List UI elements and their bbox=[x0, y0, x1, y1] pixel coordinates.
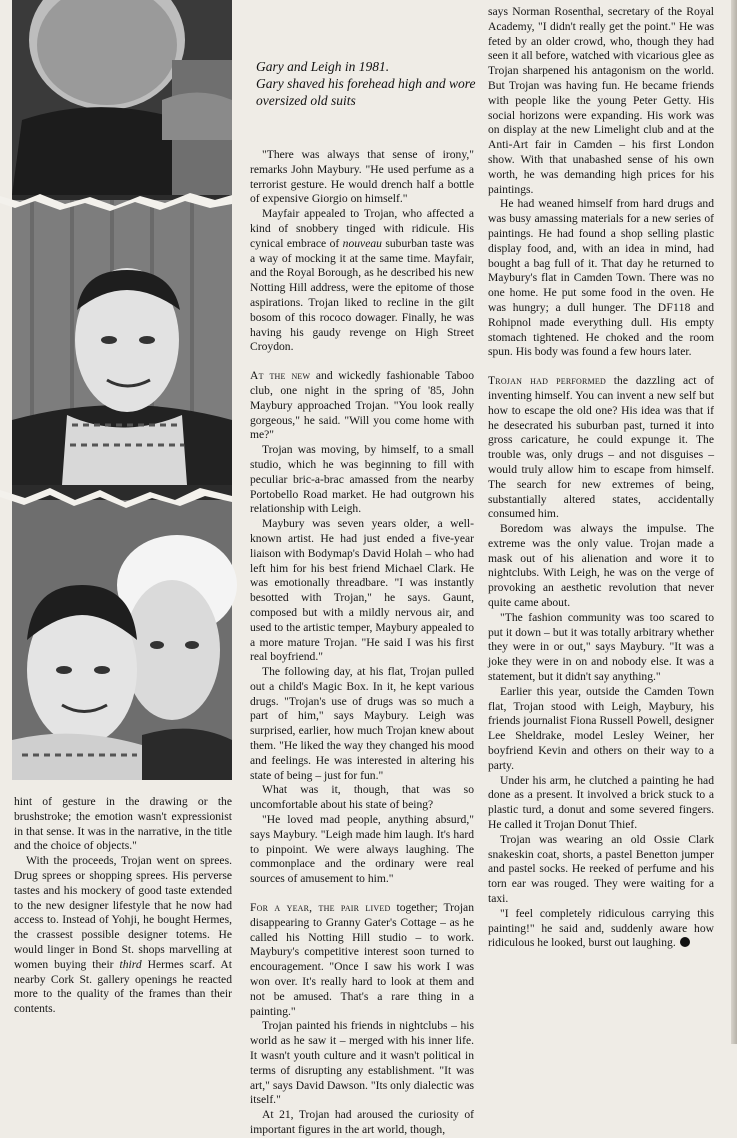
paragraph-text: Hermes scarf. At nearby Cork St. gallery openings he reacted more to the quality of the frames than their contents. bbox=[14, 957, 232, 1016]
paragraph-text: "I feel completely ridiculous carrying this painting!" he said and, suddenly aware how ridiculous he looked, burst out laughing. bbox=[488, 906, 714, 950]
photo-caption bbox=[256, 58, 506, 109]
paragraph: Trojan was wearing an old Ossie Clark snakeskin coat, shorts, a pastel Benetton jumper and pastel socks. He reeked of perfume and his torn ear was rouged. They were waiting for a taxi. bbox=[488, 832, 714, 906]
caption-line-2: Gary shaved his forehead high and wore bbox=[256, 76, 476, 91]
paragraph: At 21, Trojan had aroused the curiosity of important figures in the art world, though, bbox=[250, 1108, 474, 1136]
paragraph: "The fashion community was too scared to put it down – but it was totally arbitrary whether they were in or out," says Maybury. "It was a joke they were in on and nobody else. It was a statement, but it didn't say anything." bbox=[488, 610, 714, 684]
section-paragraph bbox=[488, 374, 714, 522]
paragraph-text: and wickedly fashionable Taboo club, one night in the spring of '85, John Maybury approached Trojan. "You look really gorgeous," he said. "Will you come home with me?" bbox=[250, 369, 474, 442]
photo-frame-3 bbox=[12, 500, 232, 780]
paragraph: What was it, though, that was so uncomfortable about his state of being? bbox=[250, 783, 474, 812]
section-paragraph bbox=[250, 901, 474, 1019]
paragraph-text: the dazzling act of inventing himself. You can invent a new self but how to escape the old one? His idea was that if he desecrated his suburban past, turned it into gross caricature, he could expunge it. The trouble was, only drugs – and not disguises – would truly allow him to escape from himself. The search for new extremes of being, substantially altered states, accidentally consumed him. bbox=[488, 374, 714, 521]
section-lead-in: Trojan had performed bbox=[488, 374, 606, 388]
caption-line-3: oversized old suits bbox=[256, 93, 356, 108]
photo-frame-2 bbox=[12, 200, 232, 485]
section-lead-in: For a year, the pair lived bbox=[250, 901, 391, 915]
paragraph-text: and Rohipnol made everything dull. His empty stomach tightened. He choked and the room spun. His body was found a few hours later. bbox=[488, 300, 715, 359]
page-edge-shadow bbox=[731, 0, 737, 1044]
paragraph: The following day, at his flat, Trojan pulled out a child's Magic Box. In it, he kept various drugs. "Trojan's use of drugs was so much a part of him," says Maybury. Leigh was surprised, earlier, how much Trojan knew about them. "He liked the way they changed his mood and feelings. He was interested in altering his state of being – just for fun." bbox=[250, 665, 474, 782]
paragraph: Boredom was always the impulse. The extreme was the only value. Trojan made a mask out of his alienation and wore it to nightclubs. With Leigh, he was on the verge of provoking an aesthetic revolution that never quite came about. bbox=[488, 522, 714, 610]
paragraph: "He loved mad people, anything absurd," says Maybury. "Leigh made him laugh. It's hard to pinpoint. We were always laughing. The commonplace and the ordinary were real sources of amusement to him." bbox=[250, 813, 474, 886]
column-middle bbox=[250, 148, 474, 1138]
end-of-article-bullet-icon bbox=[680, 937, 690, 947]
emphasis-text: third bbox=[119, 957, 142, 971]
paragraph: Under his arm, he clutched a painting he had done as a present. It involved a brick stuck to a plastic turd, a donut and some severed fingers. He called it Trojan Donut Thief. bbox=[488, 773, 714, 832]
paragraph bbox=[250, 207, 474, 355]
photo-booth-strip bbox=[12, 0, 232, 780]
emphasis-text: nouveau bbox=[342, 236, 382, 250]
paragraph: Earlier this year, outside the Camden Town flat, Trojan stood with Leigh, Maybury, his friends journalist Fiona Russell Powell, designer Lee Sheldrake, model Lesley Weiner, her boyfriend Kevin and others on their way to a party. bbox=[488, 684, 714, 772]
column-right bbox=[488, 5, 714, 951]
caption-line-1: Gary and Leigh in 1981. bbox=[256, 59, 390, 74]
paragraph: Trojan was moving, by himself, to a small studio, which he was beginning to fill with peculiar bric-a-brac amassed from the nearby Portobello Road market. He had outgrown his relationship with Leigh. bbox=[250, 443, 474, 516]
paragraph bbox=[14, 854, 232, 1017]
torn-paper-edge-1 bbox=[0, 188, 232, 212]
paragraph: "There was always that sense of irony," remarks John Maybury. "He used perfume as a terrorist gesture. He would drench half a bottle of expensive Giorgio on himself." bbox=[250, 148, 474, 206]
paragraph-text: suburban taste was a way of mocking it at the same time. Mayfair, and the Royal Borough, as he described his new Notting Hill address, were the epitome of those aspirations. Trojan liked to recline in the gilt bosom of this rococo dowager. Finally, he was having his gaudy revenge on High Street Croydon. bbox=[250, 236, 474, 354]
paragraph bbox=[488, 907, 714, 951]
paragraph-text: With the proceeds, Trojan went on sprees. Drug sprees or shopping sprees. His perverse tastes and his mockery of good taste extended to the new designer lifestyle that he now had access to. Instead of Yohji, he bought Hermes, the crassest possible designer totems. He would linger in Bond St. shops marvelling at women buying their bbox=[14, 854, 232, 971]
paragraph-text: He had weaned himself from hard drugs and was busy amassing materials for a new series of paintings. He had found a shop selling plastic display food, and, with an idea in mind, had bought a bag full of it. That day he returned to Maybury's flat in Camden Town. There was no one home. He put some food in the oven. He was hungry; a dull hunger. The bbox=[488, 197, 714, 314]
paragraph-text: Mayfair appealed to Trojan, who affected a kind of snobbery tinged with ridicule. His cynical embrace of bbox=[250, 207, 474, 250]
photo-frame-1 bbox=[12, 0, 232, 195]
paragraph: Maybury was seven years older, a well-known artist. He had just ended a five-year liaison with Bodymap's David Holah – who had left him for his best friend Michael Clark. He was emotionally threadbare. "I was instantly besotted with Trojan," he says. Gaunt, composed but with a mildly nervous air, and used to the artistic temper, Maybury appealed to a more mature Trojan. "He said I was his first real boyfriend." bbox=[250, 517, 474, 664]
column-left bbox=[14, 795, 232, 1017]
drug-name-text: DF118 bbox=[657, 300, 691, 314]
paragraph: Trojan painted his friends in nightclubs – his world as he saw it – merged with his inner life. It wasn't youth culture and it wasn't political in terms of disrupting any establishment. "It was art," says David Dawson. "Its only dialectic was itself." bbox=[250, 1019, 474, 1107]
paragraph: says Norman Rosenthal, secretary of the Royal Academy, "I didn't really get the point." He was feted by an older crowd, who, though they had seen it all before, watched with vicarious glee as Trojan sharpened his antagonism on the world. But Trojan was having fun. He became friends with people like the young Peter Getty. His social horizons were expanding. His work was on display at the new Limelight club and at the Anti-Art fair in Camden – his first London show. With that unabashed sense of his own worth, he was demanding high prices for his paintings. bbox=[488, 5, 714, 196]
paragraph bbox=[488, 197, 714, 360]
paragraph-text: together; Trojan disappearing to Granny Gater's Cottage – as he called his Notting Hill studio – to work. Maybury's competitive interest soon turned to encouragement. "Once I saw his work I was won over. It's really hard to look at them and not be amused. That's a rare thing in a painting." bbox=[250, 901, 474, 1018]
section-paragraph bbox=[250, 369, 474, 443]
section-lead-in: At the new bbox=[250, 369, 311, 383]
paragraph: hint of gesture in the drawing or the brushstroke; the emotion wasn't expressionist in that sense. It was in the narrative, in the title and the choice of objects." bbox=[14, 795, 232, 853]
torn-paper-edge-2 bbox=[0, 480, 232, 510]
